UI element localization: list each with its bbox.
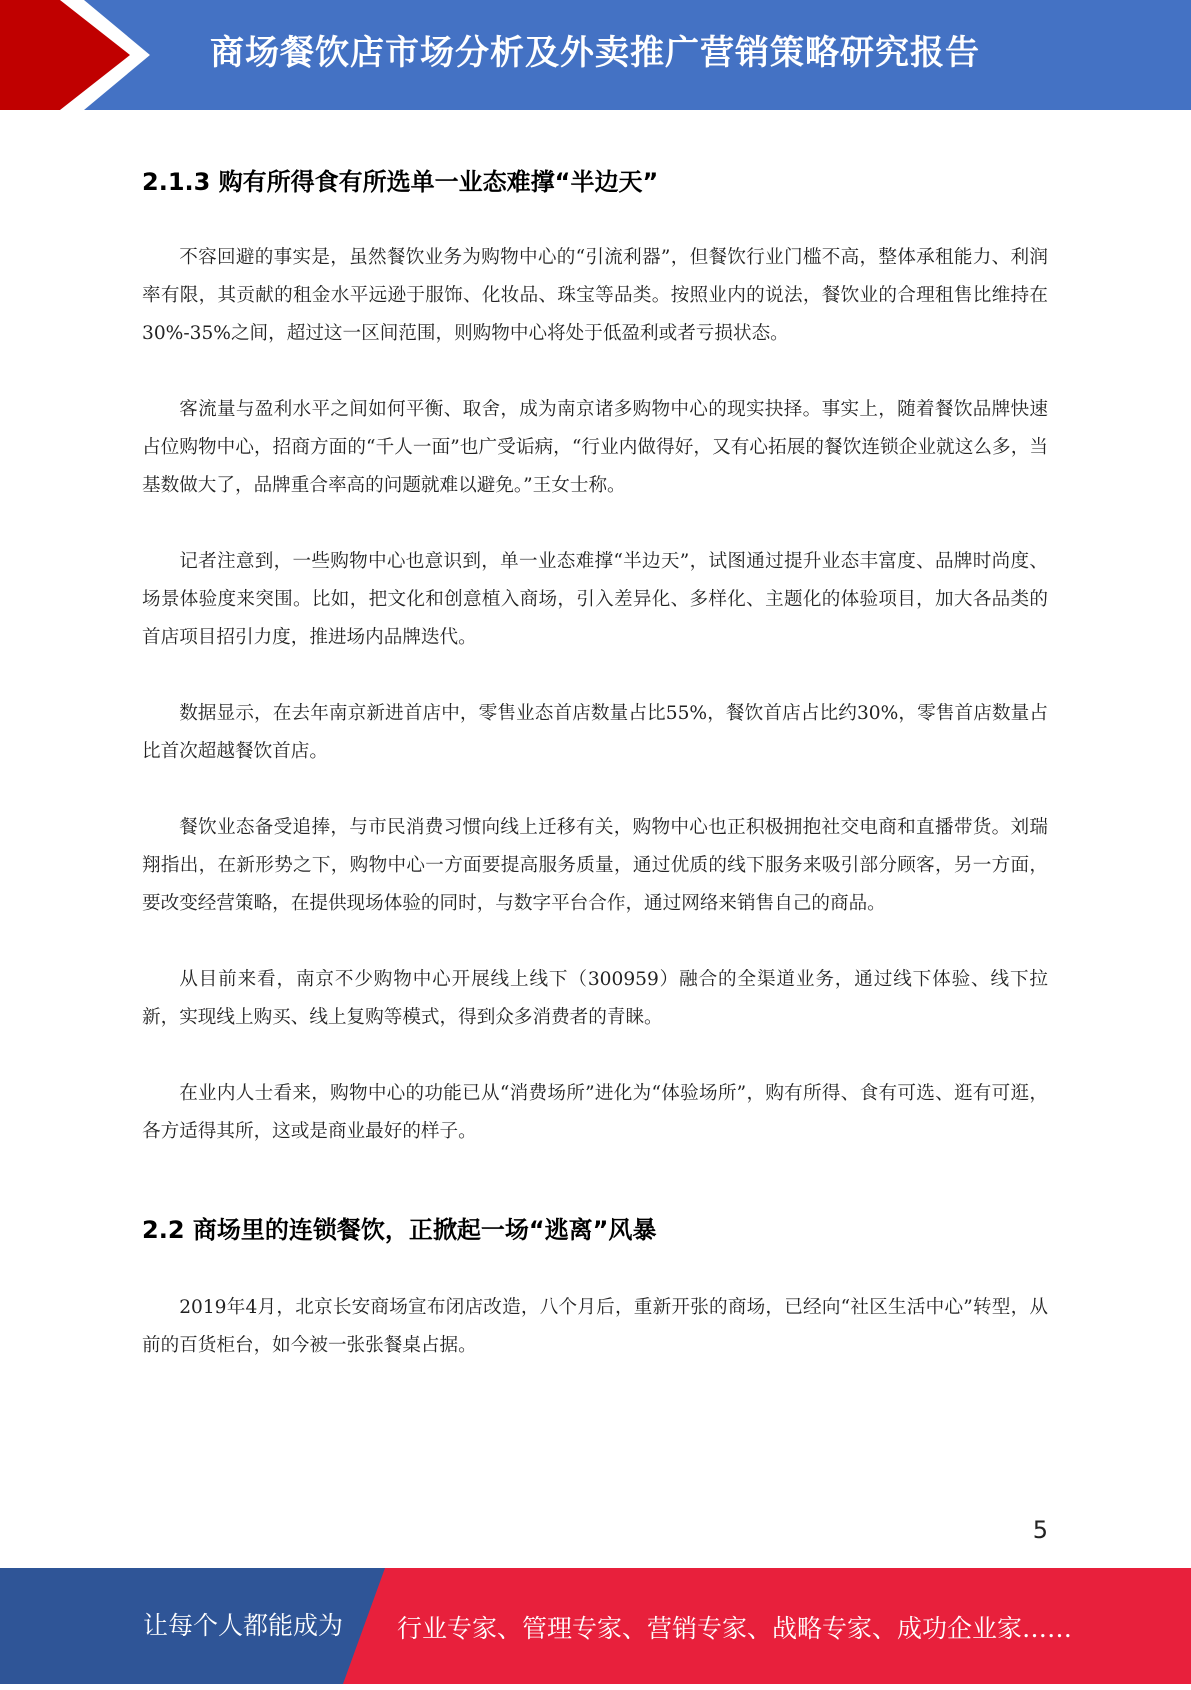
paragraph: 在业内人士看来，购物中心的功能已从“消费场所”进化为“体验场所”，购有所得、食有可选、逛有可逛，各方适得其所，这或是商业最好的样子。 <box>142 1083 1048 1142</box>
report-title: 商场餐饮店市场分析及外卖推广营销策略研究报告 <box>210 33 980 73</box>
page-content <box>142 165 1048 1403</box>
paragraph: 客流量与盈利水平之间如何平衡、取舍，成为南京诸多购物中心的现实抉择。事实上，随着餐饮品牌快速占位购物中心，招商方面的“千人一面”也广受诟病，“行业内做得好，又有心拓展的餐饮连锁企业就这么多，当基数做大了，品牌重合率高的问题就难以避免。”王女士称。 <box>142 399 1048 496</box>
page-number: 5 <box>1032 1516 1048 1544</box>
footer-slogan: 让每个人都能成为 <box>143 1611 344 1640</box>
section-heading: 2.2 商场里的连锁餐饮，正掀起一场“逃离”风暴 <box>142 1216 657 1244</box>
page-footer <box>0 1568 1191 1684</box>
section-heading: 2.1.3 购有所得食有所选单一业态难撑“半边天” <box>142 168 659 196</box>
paragraph: 餐饮业态备受追捧，与市民消费习惯向线上迁移有关，购物中心也正积极拥抱社交电商和直播带货。刘瑞翔指出，在新形势之下，购物中心一方面要提高服务质量，通过优质的线下服务来吸引部分顾客，另一方面，要改变经营策略，在提供现场体验的同时，与数字平台合作，通过网络来销售自己的商品。 <box>142 817 1048 914</box>
paragraph: 从目前来看，南京不少购物中心开展线上线下（300959）融合的全渠道业务，通过线下体验、线下拉新，实现线上购买、线上复购等模式，得到众多消费者的青睐。 <box>142 969 1048 1028</box>
paragraph: 数据显示，在去年南京新进首店中，零售业态首店数量占比55%，餐饮首店占比约30%，零售首店数量占比首次超越餐饮首店。 <box>142 703 1048 762</box>
paragraph: 记者注意到，一些购物中心也意识到，单一业态难撑“半边天”，试图通过提升业态丰富度、品牌时尚度、场景体验度来突围。比如，把文化和创意植入商场，引入差异化、多样化、主题化的体验项目，加大各品类的首店项目招引力度，推进场内品牌迭代。 <box>142 551 1048 648</box>
footer-tagline: 行业专家、管理专家、营销专家、战略专家、成功企业家…… <box>397 1614 1073 1643</box>
page-header <box>0 0 1191 110</box>
header-arrow-decoration <box>0 0 160 110</box>
paragraph: 2019年4月，北京长安商场宣布闭店改造，八个月后，重新开张的商场，已经向“社区生活中心”转型，从前的百货柜台，如今被一张张餐桌占据。 <box>142 1297 1048 1356</box>
paragraph: 不容回避的事实是，虽然餐饮业务为购物中心的“引流利器”，但餐饮行业门槛不高，整体承租能力、利润率有限，其贡献的租金水平远逊于服饰、化妆品、珠宝等品类。按照业内的说法，餐饮业的合理租售比维持在30%-35%之间，超过这一区间范围，则购物中心将处于低盈利或者亏损状态。 <box>142 247 1048 344</box>
